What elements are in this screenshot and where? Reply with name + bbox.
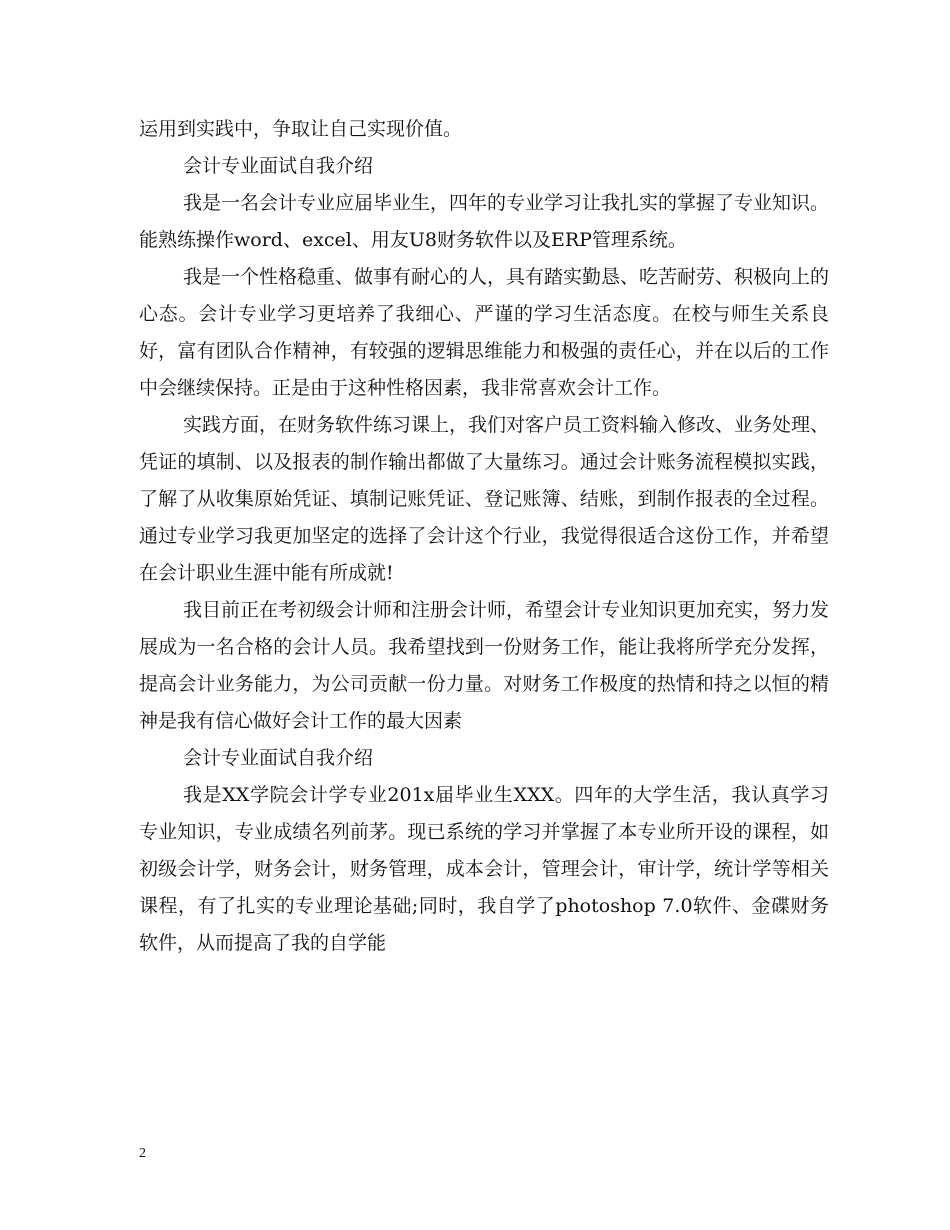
paragraph-education: 我是XX学院会计学专业201x届毕业生XXX。四年的大学生活，我认真学习专业知识，专业成绩名列前茅。现已系统的学习并掌握了本专业所开设的课程，如初级会计学，财务会计，财务管理，成本会计，管理会计，审计学，统计学等相关课程，有了扎实的专业理论基础;同时，我自学了photoshop 7.0软件、金碟财务软件，从而提高了我的自学能 <box>139 784 829 954</box>
section-heading-2: 会计专业面试自我介绍 <box>183 747 374 769</box>
document-body <box>139 111 829 962</box>
paragraph-goals: 我目前正在考初级会计师和注册会计师，希望会计专业知识更加充实，努力发展成为一名合格的会计人员。我希望找到一份财务工作，能让我将所学充分发挥，提高会计业务能力，为公司贡献一份力量。对财务工作极度的热情和持之以恒的精神是我有信心做好会计工作的最大因素 <box>139 599 830 732</box>
paragraph-continuation: 运用到实践中，争取让自己实现价值。 <box>139 118 463 140</box>
page-number: 2 <box>139 1146 146 1161</box>
paragraph-skills: 我是一名会计专业应届毕业生，四年的专业学习让我扎实的掌握了专业知识。能熟练操作word、excel、用友U8财务软件以及ERP管理系统。 <box>139 192 830 251</box>
paragraph-practice: 实践方面，在财务软件练习课上，我们对客户员工资料输入修改、业务处理、凭证的填制、以及报表的制作输出都做了大量练习。通过会计账务流程模拟实践，了解了从收集原始凭证、填制记账凭证、登记账簿、结账，到制作报表的全过程。通过专业学习我更加坚定的选择了会计这个行业，我觉得很适合这份工作，并希望在会计职业生涯中能有所成就! <box>139 414 830 584</box>
section-heading-1: 会计专业面试自我介绍 <box>183 155 374 177</box>
paragraph-personality: 我是一个性格稳重、做事有耐心的人，具有踏实勤恳、吃苦耐劳、积极向上的心态。会计专业学习更培养了我细心、严谨的学习生活态度。在校与师生关系良好，富有团队合作精神，有较强的逻辑思维能力和极强的责任心，并在以后的工作中会继续保持。正是由于这种性格因素，我非常喜欢会计工作。 <box>139 266 830 399</box>
